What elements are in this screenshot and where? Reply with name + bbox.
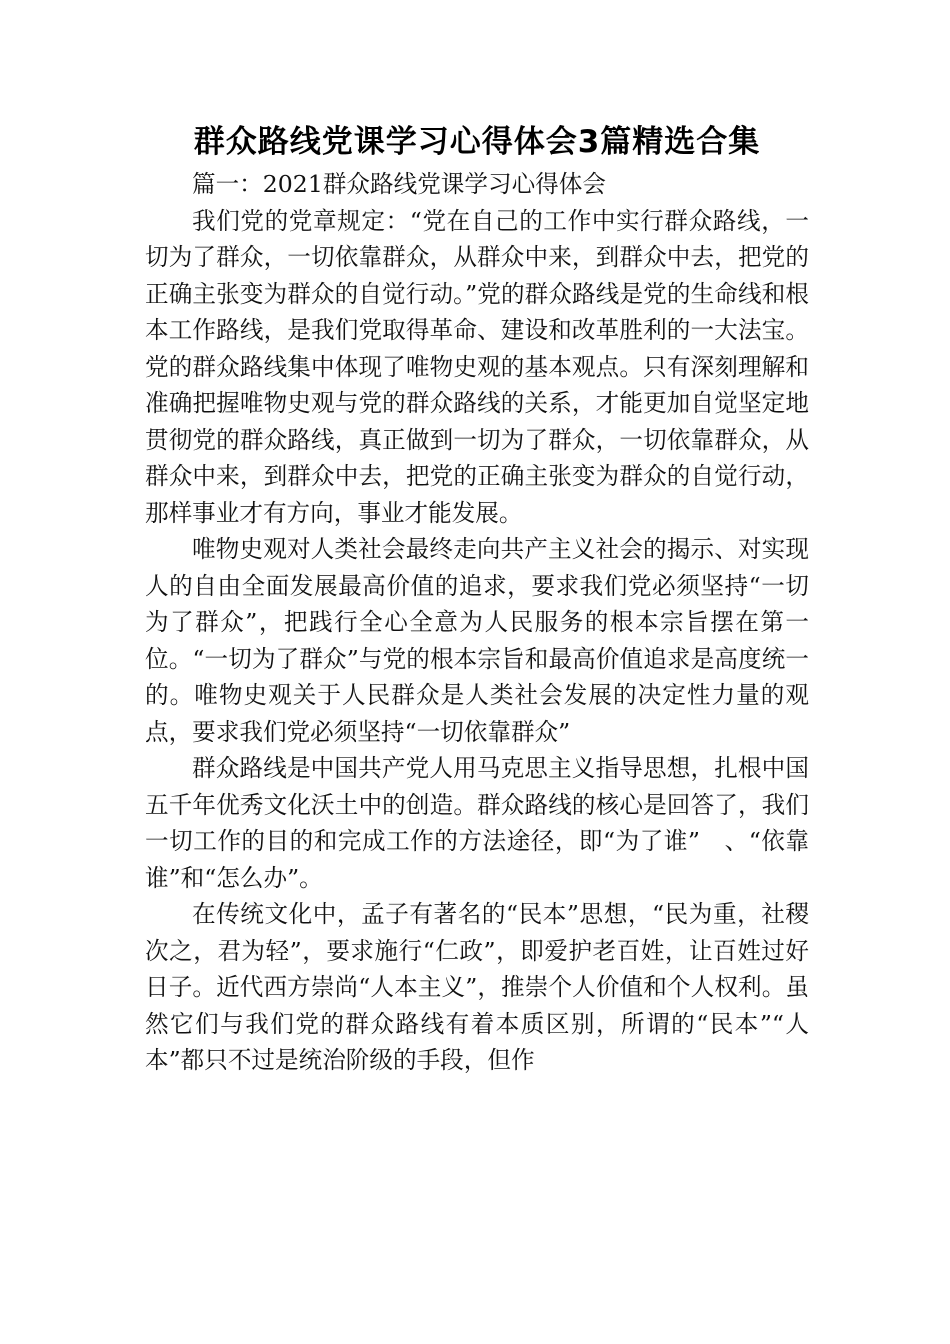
paragraph-3: 群众路线是中国共产党人用马克思主义指导思想，扎根中国五千年优秀文化沃土中的创造。群众路线的核心是回答了，我们一切工作的目的和完成工作的方法途径，即“为了谁” 、“依靠谁”和“怎么办”。 <box>145 754 809 892</box>
paragraph-4: 在传统文化中，孟子有著名的“民本”思想，“民为重，社稷次之，君为轻”，要求施行“仁政”，即爱护老百姓，让百姓过好日子。近代西方崇尚“人本主义”，推崇个人价值和个人权利。虽然它们与我们党的群众路线有着本质区别，所谓的“民本”“人本”都只不过是统治阶级的手段，但作 <box>145 900 809 1074</box>
section-heading: 篇一：2021群众路线党课学习心得体会 <box>192 170 606 198</box>
document-title: 群众路线党课学习心得体会3篇精选合集 <box>193 124 761 160</box>
paragraph-1: 我们党的党章规定：“党在自己的工作中实行群众路线，一切为了群众，一切依靠群众，从群众中来，到群众中去，把党的正确主张变为群众的自觉行动。”党的群众路线是党的生命线和根本工作路线，是我们党取得革命、建设和改革胜利的一大法宝。党的群众路线集中体现了唯物史观的基本观点。只有深刻理解和准确把握唯物史观与党的群众路线的关系，才能更加自觉坚定地贯彻党的群众路线，真正做到一切为了群众，一切依靠群众，从群众中来，到群众中去，把党的正确主张变为群众的自觉行动，那样事业才有方向，事业才能发展。 <box>145 206 809 527</box>
document-page <box>145 118 809 1079</box>
paragraph-2: 唯物史观对人类社会最终走向共产主义社会的揭示、对实现人的自由全面发展最高价值的追求，要求我们党必须坚持“一切为了群众”，把践行全心全意为人民服务的根本宗旨摆在第一位。“一切为了群众”与党的根本宗旨和最高价值追求是高度统一的。唯物史观关于人民群众是人类社会发展的决定性力量的观点，要求我们党必须坚持“一切依靠群众” <box>145 535 809 746</box>
